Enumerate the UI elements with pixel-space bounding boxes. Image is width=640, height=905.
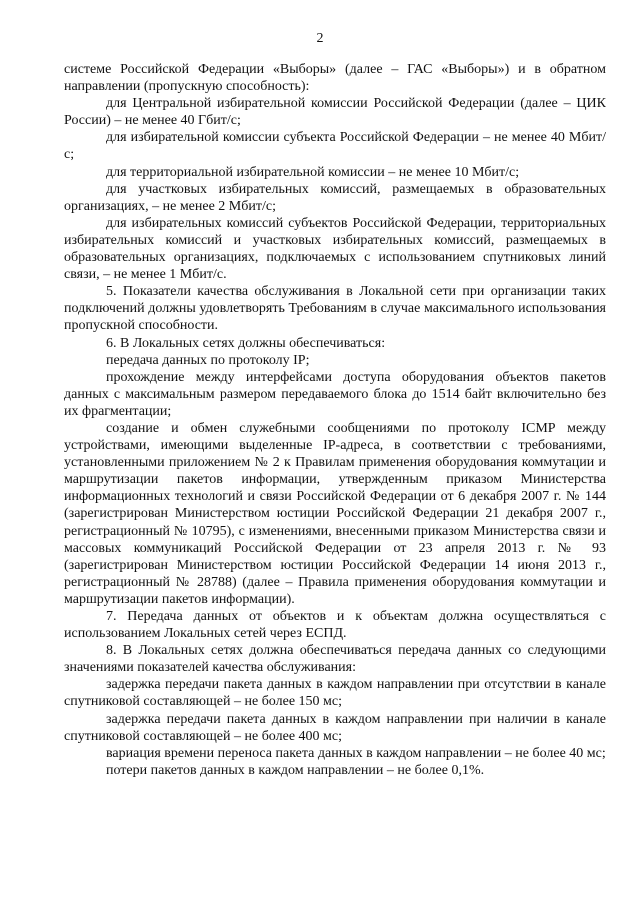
paragraph-jitter: вариация времени переноса пакета данных в каждом направлении – не более 40 мс;: [106, 745, 606, 761]
paragraph-continuation: системе Российской Федерации «Выборы» (далее – ГАС «Выборы») и в обратном направлении (пропускную способность):: [64, 62, 606, 95]
paragraph-packet-size: прохождение между интерфейсами доступа оборудования объектов пакетов данных с максимальным размером передаваемого блока до 1514 байт включительно без их фрагментации;: [64, 369, 606, 419]
paragraph-precinct-bandwidth: для участковых избирательных комиссий, размещаемых в образовательных организациях, – не менее 2 Мбит/с;: [64, 181, 606, 214]
paragraph-territorial-bandwidth: для территориальной избирательной комиссии – не менее 10 Мбит/с;: [106, 164, 520, 180]
paragraph-item-5: 5. Показатели качества обслуживания в Локальной сети при организации таких подключений должны удовлетворять Требованиям в случае максимального использования пропускной способности.: [64, 284, 606, 334]
paragraph-delay-satellite: задержка передачи пакета данных в каждом направлении при наличии в канале спутниковой составляющей – не более 400 мс;: [64, 711, 606, 744]
paragraph-icmp: создание и обмен служебными сообщениями по протоколу ICMP между устройствами, имеющими выделенные IP-адреса, в соответствии с требованиями, установленными приложением № 2 к Правилам применения оборудования коммутации и маршрутизации пакетов информации, утвержденным приказом Министерства информационных технологий и связи Российской Федерации от 6 декабря 2007 г. № 144 (зарегистрирован Министерством юстиции Российской Федерации 21 декабря 2007 г., регистрационный № 10795), с изменениями, внесенными приказом Министерства связи и массовых коммуникаций Российской Федерации от 23 апреля 2013 г. № 93 (зарегистрирован Министерством юстиции Российской Федерации 14 июня 2013 г., регистрационный № 28788) (далее – Правила применения оборудования коммутации и маршрутизации пакетов информации).: [64, 420, 606, 607]
paragraph-delay-no-satellite: задержка передачи пакета данных в каждом направлении при отсутствии в канале спутниковой составляющей – не более 150 мс;: [64, 677, 606, 710]
page-number: 2: [316, 31, 324, 46]
paragraph-satellite-bandwidth: для избирательных комиссий субъектов Российской Федерации, территориальных избирательных комиссий и участковых избирательных комиссий, размещаемых в образовательных организациях, подключаемых с использованием спутниковых линий связи, – не менее 1 Мбит/с.: [64, 215, 606, 283]
paragraph-cik-bandwidth: для Центральной избирательной комиссии Российской Федерации (далее – ЦИК России) – не менее 40 Гбит/с;: [64, 96, 606, 129]
paragraph-item-8: 8. В Локальных сетях должна обеспечиваться передача данных со следующими значениями показателей качества обслуживания:: [64, 643, 606, 676]
document-body: [64, 61, 606, 779]
paragraph-packet-loss: потери пакетов данных в каждом направлении – не более 0,1%.: [106, 762, 485, 778]
paragraph-item-6: 6. В Локальных сетях должны обеспечиваться:: [106, 335, 386, 351]
paragraph-subject-commission-bandwidth: для избирательной комиссии субъекта Российской Федерации – не менее 40 Мбит/с;: [64, 130, 606, 163]
paragraph-ip-transfer: передача данных по протоколу IP;: [106, 352, 310, 368]
paragraph-item-7: 7. Передача данных от объектов и к объектам должна осуществляться с использованием Локальных сетей через ЕСПД.: [64, 609, 606, 642]
